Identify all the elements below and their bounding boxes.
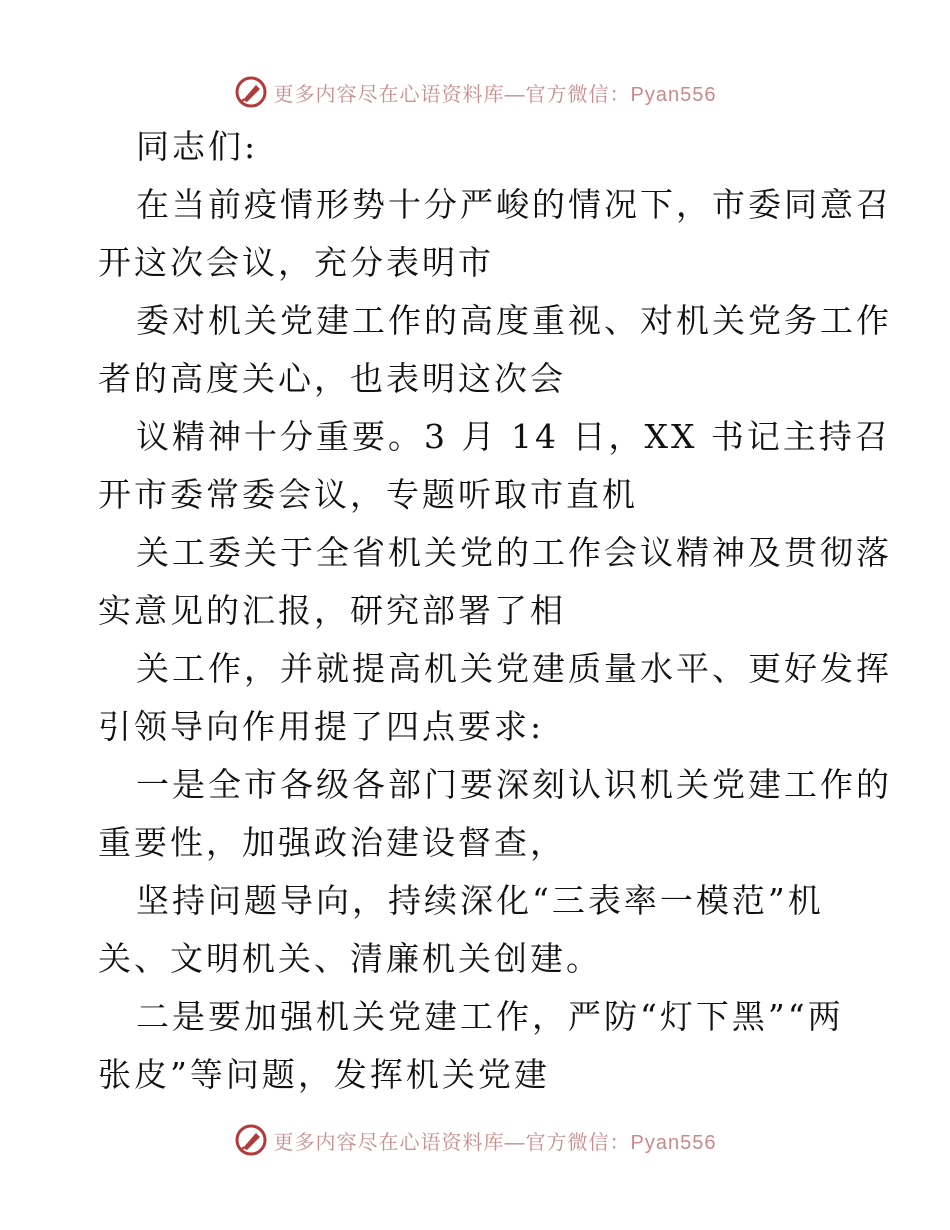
banner-text (274, 78, 717, 107)
text-line: 关工作，并就提高机关党建质量水平、更好发挥 (136, 649, 892, 688)
pen-nib-logo-icon (234, 75, 268, 109)
wechat-handle: Pyan556 (630, 83, 717, 106)
text-line: 二是要加强机关党建工作，严防“灯下黑”“两 (136, 997, 844, 1036)
text-line: 引领导向作用提了四点要求: (98, 707, 545, 746)
text-line: 重要性，加强政治建设督查， (98, 823, 566, 862)
text-line: 同志们: (136, 127, 259, 166)
banner-text (274, 1126, 717, 1155)
text-line: 议精神十分重要。3 月 14 日，XX 书记主持召 (136, 417, 891, 456)
wechat-handle: Pyan556 (630, 1131, 717, 1154)
text-line: 坚持问题导向，持续深化“三表率一模范”机 (136, 881, 824, 920)
text-line: 者的高度关心，也表明这次会 (98, 359, 566, 398)
text-line: 实意见的汇报，研究部署了相 (98, 591, 566, 630)
text-line: 关工委关于全省机关党的工作会议精神及贯彻落 (136, 533, 892, 572)
text-line: 开这次会议，充分表明市 (98, 243, 494, 282)
text-line: 委对机关党建工作的高度重视、对机关党务工作 (136, 301, 892, 340)
text-line: 在当前疫情形势十分严峻的情况下，市委同意召 (136, 185, 892, 224)
banner-slogan: 更多内容尽在心语资料库—官方微信： (273, 83, 631, 106)
text-line: 张皮”等问题，发挥机关党建 (98, 1055, 550, 1094)
pen-nib-logo-icon (234, 1123, 268, 1157)
header-banner (0, 72, 950, 112)
footer-banner (0, 1120, 950, 1160)
text-line: 一是全市各级各部门要深刻认识机关党建工作的 (136, 765, 892, 804)
banner-slogan: 更多内容尽在心语资料库—官方微信： (273, 1131, 631, 1154)
text-line: 开市委常委会议，专题听取市直机 (98, 475, 638, 514)
document-body (98, 118, 892, 1104)
text-line: 关、文明机关、清廉机关创建。 (98, 939, 602, 978)
